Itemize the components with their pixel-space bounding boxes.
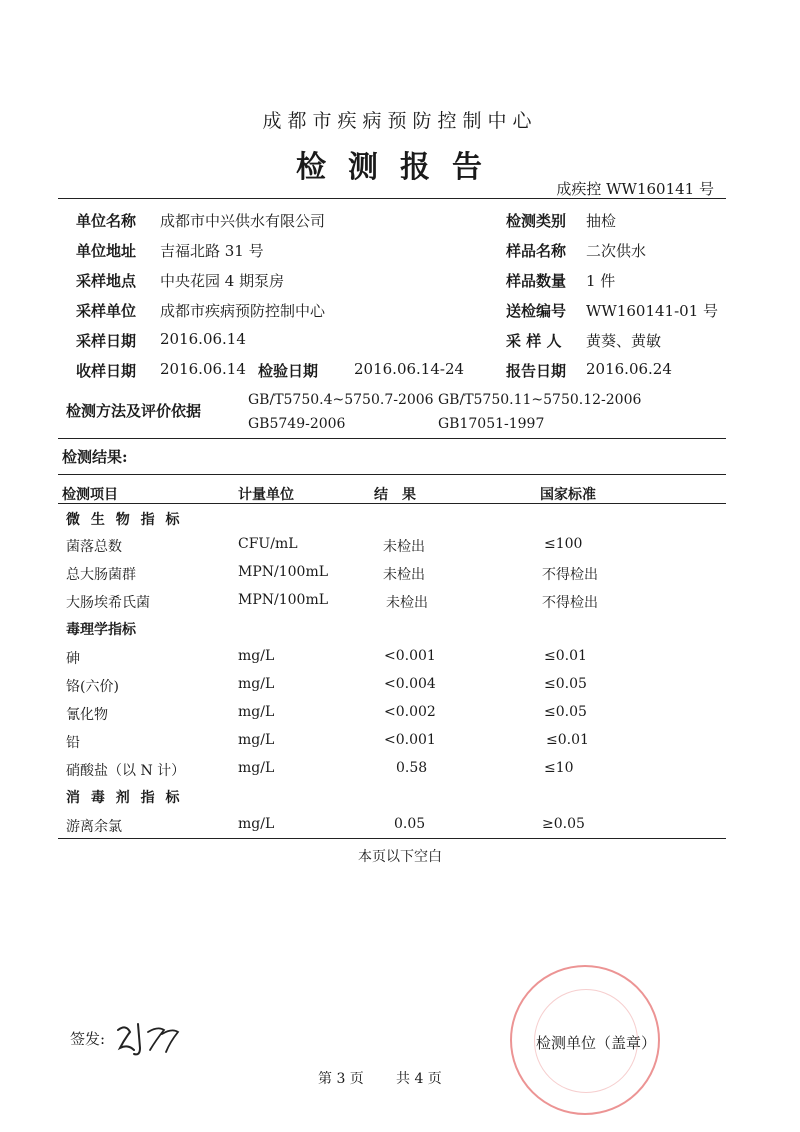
table-row-unit: mg/L (238, 676, 275, 692)
table-row-unit: CFU/mL (238, 536, 298, 552)
table-row-standard: 不得检出 (542, 595, 598, 611)
table-bottom-divider (58, 838, 726, 839)
table-row-standard: 不得检出 (542, 567, 598, 583)
report-title: 检测报告 (296, 150, 504, 185)
results-divider (58, 474, 726, 475)
table-row-unit: mg/L (238, 648, 275, 664)
table-row-standard: ≤0.01 (544, 648, 587, 664)
table-row-result: <0.002 (384, 704, 436, 720)
sample-date-value: 2016.06.14 (160, 330, 246, 348)
method-label: 检测方法及评价依据 (66, 402, 202, 420)
table-row-result: <0.004 (384, 676, 436, 692)
table-header-divider (58, 503, 726, 504)
table-row-item: 氰化物 (66, 707, 108, 723)
test-date-label: 检验日期 (258, 362, 319, 380)
sample-unit-label: 采样单位 (76, 302, 137, 320)
report-code: 成疾控 WW160141 号 (556, 180, 714, 198)
org-name: 成都市疾病预防控制中心 (262, 110, 538, 132)
sample-qty-label: 样品数量 (506, 272, 567, 290)
table-row-result: 未检出 (383, 567, 425, 583)
header-divider (58, 198, 726, 199)
send-no-value: WW160141-01 号 (586, 302, 719, 320)
table-row-standard: ≤100 (544, 536, 583, 552)
table-row-unit: mg/L (238, 816, 275, 832)
column-header-standard: 国家标准 (540, 487, 596, 503)
table-row-standard: ≤10 (544, 760, 574, 776)
results-label: 检测结果: (62, 448, 128, 466)
method-2: GB/T5750.11~5750.12-2006 (438, 392, 642, 408)
table-row-result: <0.001 (384, 648, 436, 664)
section-title-toxicology: 毒理学指标 (66, 622, 136, 638)
blank-note: 本页以下空白 (358, 849, 442, 865)
send-no-label: 送检编号 (506, 302, 567, 320)
table-row-unit: MPN/100mL (238, 592, 329, 608)
table-row-standard: ≤0.01 (546, 732, 589, 748)
table-row-unit: mg/L (238, 732, 275, 748)
receive-date-label: 收样日期 (76, 362, 137, 380)
sample-name-value: 二次供水 (586, 242, 647, 260)
table-row-item: 大肠埃希氏菌 (66, 595, 150, 611)
table-row-result: 0.05 (394, 816, 426, 832)
section-title-disinfectant: 消 毒 剂 指 标 (66, 790, 183, 806)
table-row-unit: MPN/100mL (238, 564, 329, 580)
table-row-result: <0.001 (384, 732, 436, 748)
sample-site-value: 中央花园 4 期泵房 (160, 272, 285, 290)
table-row-standard: ≤0.05 (544, 676, 587, 692)
table-row-standard: ≥0.05 (542, 816, 585, 832)
test-type-label: 检测类别 (506, 212, 567, 230)
report-date-value: 2016.06.24 (586, 360, 672, 378)
table-row-unit: mg/L (238, 704, 275, 720)
report-date-label: 报告日期 (506, 362, 567, 380)
column-header-item: 检测项目 (62, 487, 118, 503)
unit-name-label: 单位名称 (76, 212, 137, 230)
unit-name-value: 成都市中兴供水有限公司 (160, 212, 326, 230)
sample-date-label: 采样日期 (76, 332, 137, 350)
table-row-item: 铬(六价) (66, 679, 119, 695)
sample-qty-value: 1 件 (586, 272, 616, 290)
info-divider (58, 438, 726, 439)
method-3: GB5749-2006 (248, 416, 346, 432)
table-row-item: 游离余氯 (66, 819, 122, 835)
sampler-value: 黄葵、黄敏 (586, 332, 662, 350)
unit-addr-value: 吉福北路 31 号 (160, 242, 264, 260)
unit-addr-label: 单位地址 (76, 242, 137, 260)
method-4: GB17051-1997 (438, 416, 545, 432)
page-total: 共 4 页 (396, 1071, 442, 1087)
column-header-result: 结 果 (374, 487, 416, 503)
sample-unit-value: 成都市疾病预防控制中心 (160, 302, 326, 320)
table-row-result: 0.58 (396, 760, 428, 776)
section-title-microbe: 微 生 物 指 标 (66, 512, 183, 528)
table-row-item: 总大肠菌群 (66, 567, 136, 583)
signature (112, 1018, 192, 1060)
sampler-label: 采 样 人 (506, 332, 562, 350)
receive-date-value: 2016.06.14 (160, 360, 246, 378)
table-row-unit: mg/L (238, 760, 275, 776)
column-header-unit: 计量单位 (238, 487, 294, 503)
test-date-value: 2016.06.14-24 (354, 360, 465, 378)
sample-site-label: 采样地点 (76, 272, 137, 290)
page-number: 第 3 页 (318, 1071, 364, 1087)
table-row-result: 未检出 (386, 595, 428, 611)
method-1: GB/T5750.4~5750.7-2006 (248, 392, 434, 408)
sign-label: 签发: (70, 1030, 106, 1048)
sample-name-label: 样品名称 (506, 242, 567, 260)
table-row-item: 铅 (66, 735, 80, 751)
test-type-value: 抽检 (586, 212, 617, 230)
stamp-label: 检测单位（盖章） (536, 1034, 657, 1052)
table-row-result: 未检出 (383, 539, 425, 555)
table-row-standard: ≤0.05 (544, 704, 587, 720)
table-row-item: 砷 (66, 651, 80, 667)
table-row-item: 菌落总数 (66, 539, 122, 555)
table-row-item: 硝酸盐（以 N 计） (66, 763, 186, 779)
